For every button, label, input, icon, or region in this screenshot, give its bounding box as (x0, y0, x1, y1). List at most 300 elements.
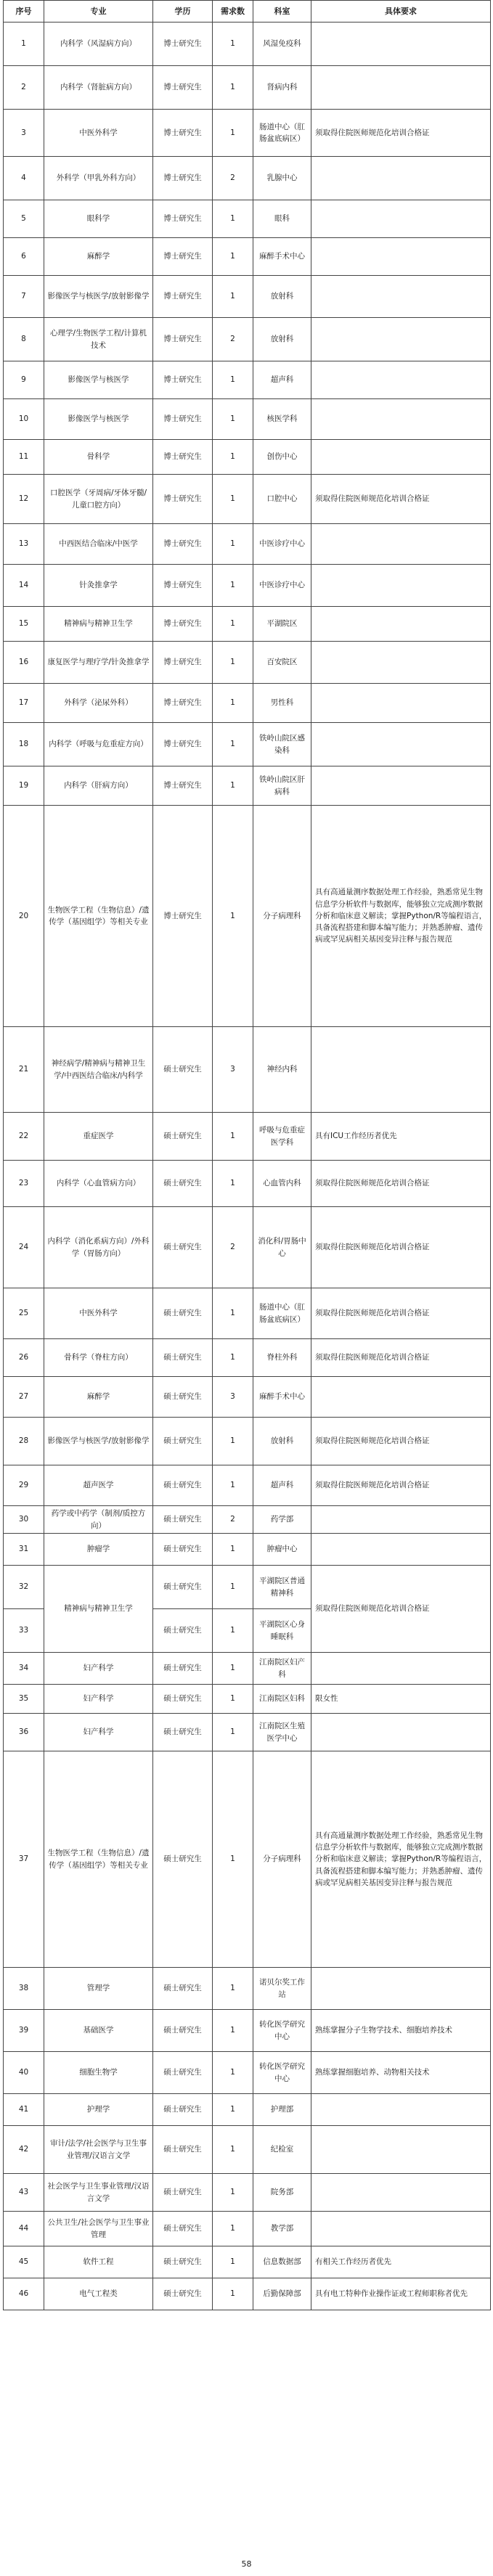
table-row (4, 766, 491, 806)
cell-education: 博士研究生 (153, 361, 213, 399)
cell-major: 管理学 (44, 1968, 153, 2010)
cell-major: 审计/法学/社会医学与卫生事业管理/汉语言文学 (44, 2126, 153, 2174)
cell-department: 放射科 (253, 1418, 311, 1465)
cell-major: 内科学（肝病方向） (44, 766, 153, 806)
cell-no: 31 (4, 1534, 44, 1566)
cell-department: 教学部 (253, 2212, 311, 2246)
cell-count: 1 (213, 766, 253, 806)
table-row (4, 2094, 491, 2126)
cell-education: 硕士研究生 (153, 1207, 213, 1288)
cell-requirements: 须取得住院医师规范化培训合格证 (311, 1566, 491, 1653)
cell-department: 江南院区生殖医学中心 (253, 1714, 311, 1751)
cell-education: 博士研究生 (153, 475, 213, 524)
cell-education: 硕士研究生 (153, 1609, 213, 1653)
cell-department: 消化科/胃肠中心 (253, 1207, 311, 1288)
cell-department: 转化医学研究中心 (253, 2010, 311, 2052)
cell-education: 博士研究生 (153, 276, 213, 318)
cell-major: 神经病学/精神病与精神卫生学/中西医结合临床/内科学 (44, 1027, 153, 1113)
cell-department: 麻醉手术中心 (253, 1377, 311, 1418)
table-row (4, 806, 491, 1027)
cell-education: 硕士研究生 (153, 2052, 213, 2094)
cell-major: 外科学（泌尿外科） (44, 684, 153, 723)
cell-department: 后勤保障部 (253, 2278, 311, 2310)
cell-requirements (311, 238, 491, 276)
cell-no: 4 (4, 157, 44, 200)
cell-count: 1 (213, 2126, 253, 2174)
cell-requirements (311, 1506, 491, 1534)
table-row (4, 1751, 491, 1968)
table-row (4, 2174, 491, 2212)
cell-no: 21 (4, 1027, 44, 1113)
cell-requirements: 熟练掌握分子生物学技术、细胞培养技术 (311, 2010, 491, 2052)
cell-education: 硕士研究生 (153, 1751, 213, 1968)
cell-major: 精神病与精神卫生学 (44, 1566, 153, 1653)
page-number: 58 (241, 2559, 252, 2569)
cell-requirements (311, 440, 491, 475)
cell-department: 护理部 (253, 2094, 311, 2126)
cell-count: 1 (213, 1288, 253, 1339)
cell-major: 心理学/生物医学工程/计算机技术 (44, 318, 153, 361)
table-row (4, 157, 491, 200)
table-row (4, 318, 491, 361)
cell-count: 1 (213, 2212, 253, 2246)
cell-department: 肠道中心（肛肠盆底病区） (253, 110, 311, 157)
table-row (4, 684, 491, 723)
cell-requirements (311, 1653, 491, 1685)
cell-no: 17 (4, 684, 44, 723)
cell-requirements (311, 1377, 491, 1418)
cell-department: 放射科 (253, 276, 311, 318)
cell-department: 肿瘤中心 (253, 1534, 311, 1566)
cell-no: 33 (4, 1609, 44, 1653)
cell-requirements (311, 318, 491, 361)
cell-count: 1 (213, 440, 253, 475)
table-body (4, 23, 491, 2310)
cell-major: 基础医学 (44, 2010, 153, 2052)
cell-count: 2 (213, 318, 253, 361)
cell-department: 口腔中心 (253, 475, 311, 524)
cell-no: 42 (4, 2126, 44, 2174)
cell-major: 超声医学 (44, 1465, 153, 1506)
cell-major: 精神病与精神卫生学 (44, 607, 153, 642)
cell-no: 25 (4, 1288, 44, 1339)
cell-department: 放射科 (253, 318, 311, 361)
cell-education: 硕士研究生 (153, 1339, 213, 1377)
cell-requirements: 须取得住院医师规范化培训合格证 (311, 1465, 491, 1506)
cell-no: 39 (4, 2010, 44, 2052)
cell-major: 生物医学工程（生物信息）/遗传学（基因组学）等相关专业 (44, 806, 153, 1027)
table-row (4, 2126, 491, 2174)
cell-no: 30 (4, 1506, 44, 1534)
cell-education: 硕士研究生 (153, 1377, 213, 1418)
table-row (4, 1113, 491, 1161)
cell-major: 口腔医学（牙周病/牙体牙髓/儿童口腔方向） (44, 475, 153, 524)
cell-no: 7 (4, 276, 44, 318)
cell-no: 45 (4, 2246, 44, 2278)
cell-department: 平湖院区 (253, 607, 311, 642)
cell-department: 脊柱外科 (253, 1339, 311, 1377)
cell-count: 1 (213, 2174, 253, 2212)
cell-no: 26 (4, 1339, 44, 1377)
cell-requirements: 限女性 (311, 1685, 491, 1714)
table-row (4, 565, 491, 607)
cell-major: 麻醉学 (44, 1377, 153, 1418)
table-row (4, 1027, 491, 1113)
cell-major: 妇产科学 (44, 1714, 153, 1751)
cell-major: 社会医学与卫生事业管理/汉语言文学 (44, 2174, 153, 2212)
cell-count: 1 (213, 1418, 253, 1465)
cell-education: 硕士研究生 (153, 1027, 213, 1113)
header-major: 专业 (44, 1, 153, 23)
cell-requirements (311, 66, 491, 110)
header-no: 序号 (4, 1, 44, 23)
cell-education: 硕士研究生 (153, 2126, 213, 2174)
cell-no: 10 (4, 399, 44, 440)
cell-education: 博士研究生 (153, 806, 213, 1027)
table-row (4, 1161, 491, 1207)
cell-requirements (311, 157, 491, 200)
cell-education: 博士研究生 (153, 110, 213, 157)
cell-no: 12 (4, 475, 44, 524)
cell-no: 20 (4, 806, 44, 1027)
cell-education: 博士研究生 (153, 200, 213, 238)
cell-education: 硕士研究生 (153, 2246, 213, 2278)
table-row (4, 399, 491, 440)
cell-education: 博士研究生 (153, 238, 213, 276)
cell-count: 1 (213, 607, 253, 642)
cell-major: 药学或中药学（制剂/质控方向） (44, 1506, 153, 1534)
cell-education: 硕士研究生 (153, 1506, 213, 1534)
cell-count: 2 (213, 157, 253, 200)
cell-count: 1 (213, 1161, 253, 1207)
cell-requirements (311, 565, 491, 607)
cell-education: 硕士研究生 (153, 1288, 213, 1339)
cell-major: 影像医学与核医学 (44, 361, 153, 399)
table-row (4, 2246, 491, 2278)
table-row (4, 2278, 491, 2310)
cell-major: 中医外科学 (44, 1288, 153, 1339)
cell-department: 心血管内科 (253, 1161, 311, 1207)
cell-department: 男性科 (253, 684, 311, 723)
cell-education: 博士研究生 (153, 23, 213, 66)
cell-no: 28 (4, 1418, 44, 1465)
cell-education: 硕士研究生 (153, 1685, 213, 1714)
cell-count: 1 (213, 1339, 253, 1377)
cell-count: 1 (213, 399, 253, 440)
cell-requirements: 须取得住院医师规范化培训合格证 (311, 110, 491, 157)
cell-education: 博士研究生 (153, 565, 213, 607)
cell-requirements: 具有高通量测序数据处理工作经验，熟悉常见生物信息学分析软件与数据库，能够独立完成测序数据分析和临床意义解读；掌握Python/R等编程语言，具备流程搭建和脚本编写能力；并熟悉肿瘤、遗传病或罕见病相关基因变异注释与报告规范 (311, 806, 491, 1027)
cell-count: 1 (213, 276, 253, 318)
cell-count: 1 (213, 1751, 253, 1968)
cell-requirements: 须取得住院医师规范化培训合格证 (311, 475, 491, 524)
cell-no: 36 (4, 1714, 44, 1751)
cell-department: 转化医学研究中心 (253, 2052, 311, 2094)
header-education: 学历 (153, 1, 213, 23)
cell-education: 硕士研究生 (153, 1113, 213, 1161)
table-row (4, 110, 491, 157)
cell-major: 内科学（肾脏病方向） (44, 66, 153, 110)
cell-major: 肿瘤学 (44, 1534, 153, 1566)
cell-count: 1 (213, 1534, 253, 1566)
cell-department: 中医诊疗中心 (253, 565, 311, 607)
cell-education: 硕士研究生 (153, 2174, 213, 2212)
cell-no: 27 (4, 1377, 44, 1418)
cell-education: 博士研究生 (153, 524, 213, 565)
cell-major: 麻醉学 (44, 238, 153, 276)
cell-count: 2 (213, 1506, 253, 1534)
cell-major: 影像医学与核医学 (44, 399, 153, 440)
cell-count: 1 (213, 110, 253, 157)
cell-major: 骨科学（脊柱方向） (44, 1339, 153, 1377)
cell-education: 硕士研究生 (153, 2212, 213, 2246)
cell-no: 16 (4, 642, 44, 684)
cell-education: 硕士研究生 (153, 1161, 213, 1207)
cell-department: 江南院区妇产科 (253, 1653, 311, 1685)
cell-requirements (311, 2094, 491, 2126)
cell-department: 麻醉手术中心 (253, 238, 311, 276)
table-row (4, 1207, 491, 1288)
cell-requirements (311, 2126, 491, 2174)
cell-department: 江南院区妇科 (253, 1685, 311, 1714)
cell-no: 38 (4, 1968, 44, 2010)
cell-count: 1 (213, 1968, 253, 2010)
table-row (4, 1288, 491, 1339)
cell-education: 博士研究生 (153, 399, 213, 440)
cell-department: 平湖院区普通精神科 (253, 1566, 311, 1609)
table-row (4, 1714, 491, 1751)
cell-no: 22 (4, 1113, 44, 1161)
cell-count: 1 (213, 723, 253, 766)
cell-requirements: 有相关工作经历者优先 (311, 2246, 491, 2278)
cell-count: 1 (213, 1653, 253, 1685)
cell-major: 重症医学 (44, 1113, 153, 1161)
table-row (4, 440, 491, 475)
cell-count: 1 (213, 2246, 253, 2278)
cell-no: 32 (4, 1566, 44, 1609)
cell-count: 1 (213, 1566, 253, 1609)
cell-major: 康复医学与理疗学/针灸推拿学 (44, 642, 153, 684)
cell-major: 妇产科学 (44, 1653, 153, 1685)
cell-department: 诺贝尔奖工作站 (253, 1968, 311, 2010)
cell-education: 博士研究生 (153, 440, 213, 475)
cell-no: 5 (4, 200, 44, 238)
cell-education: 博士研究生 (153, 607, 213, 642)
cell-count: 1 (213, 2278, 253, 2310)
cell-department: 乳腺中心 (253, 157, 311, 200)
cell-requirements: 须取得住院医师规范化培训合格证 (311, 1288, 491, 1339)
table-row (4, 723, 491, 766)
cell-no: 24 (4, 1207, 44, 1288)
cell-count: 1 (213, 2094, 253, 2126)
cell-education: 博士研究生 (153, 157, 213, 200)
cell-count: 1 (213, 1685, 253, 1714)
recruitment-table (3, 0, 491, 2310)
cell-requirements: 须取得住院医师规范化培训合格证 (311, 1418, 491, 1465)
table-row (4, 1339, 491, 1377)
cell-no: 35 (4, 1685, 44, 1714)
cell-department: 铁岭山院区肝病科 (253, 766, 311, 806)
cell-count: 1 (213, 524, 253, 565)
cell-no: 2 (4, 66, 44, 110)
cell-requirements: 熟练掌握细胞培养、动物相关技术 (311, 2052, 491, 2094)
cell-major: 中西医结合临床/中医学 (44, 524, 153, 565)
cell-requirements (311, 684, 491, 723)
cell-requirements: 须取得住院医师规范化培训合格证 (311, 1207, 491, 1288)
cell-education: 博士研究生 (153, 318, 213, 361)
cell-requirements (311, 200, 491, 238)
cell-education: 博士研究生 (153, 642, 213, 684)
cell-requirements (311, 2174, 491, 2212)
cell-requirements: 具有ICU工作经历者优先 (311, 1113, 491, 1161)
cell-no: 19 (4, 766, 44, 806)
cell-major: 针灸推拿学 (44, 565, 153, 607)
cell-no: 15 (4, 607, 44, 642)
cell-no: 18 (4, 723, 44, 766)
cell-education: 博士研究生 (153, 766, 213, 806)
cell-no: 43 (4, 2174, 44, 2212)
cell-education: 硕士研究生 (153, 1534, 213, 1566)
cell-department: 药学部 (253, 1506, 311, 1534)
cell-requirements: 须取得住院医师规范化培训合格证 (311, 1339, 491, 1377)
cell-count: 1 (213, 806, 253, 1027)
cell-count: 1 (213, 1465, 253, 1506)
cell-count: 1 (213, 684, 253, 723)
cell-department: 铁岭山院区感染科 (253, 723, 311, 766)
cell-department: 百安院区 (253, 642, 311, 684)
cell-department: 呼吸与危重症医学科 (253, 1113, 311, 1161)
table-row (4, 607, 491, 642)
cell-department: 肠道中心（肛肠盆底病区） (253, 1288, 311, 1339)
cell-department: 风湿免疫科 (253, 23, 311, 66)
cell-major: 细胞生物学 (44, 2052, 153, 2094)
cell-count: 1 (213, 642, 253, 684)
cell-education: 博士研究生 (153, 684, 213, 723)
cell-major: 生物医学工程（生物信息）/遗传学（基因组学）等相关专业 (44, 1751, 153, 1968)
cell-no: 9 (4, 361, 44, 399)
cell-requirements (311, 361, 491, 399)
cell-education: 硕士研究生 (153, 2010, 213, 2052)
cell-requirements (311, 399, 491, 440)
cell-no: 13 (4, 524, 44, 565)
cell-major: 内科学（心血管病方向） (44, 1161, 153, 1207)
cell-no: 40 (4, 2052, 44, 2094)
cell-education: 硕士研究生 (153, 1418, 213, 1465)
cell-no: 23 (4, 1161, 44, 1207)
cell-major: 内科学（风湿病方向） (44, 23, 153, 66)
header-count: 需求数 (213, 1, 253, 23)
cell-requirements (311, 1534, 491, 1566)
cell-no: 3 (4, 110, 44, 157)
cell-department: 分子病理科 (253, 1751, 311, 1968)
cell-no: 44 (4, 2212, 44, 2246)
cell-major: 妇产科学 (44, 1685, 153, 1714)
table-row (4, 23, 491, 66)
cell-requirements (311, 2212, 491, 2246)
cell-requirements: 具有电工特种作业操作证或工程师职称者优先 (311, 2278, 491, 2310)
cell-department: 信息数据部 (253, 2246, 311, 2278)
table-row (4, 2212, 491, 2246)
cell-requirements (311, 607, 491, 642)
cell-no: 41 (4, 2094, 44, 2126)
table-row (4, 1465, 491, 1506)
cell-no: 1 (4, 23, 44, 66)
cell-major: 软件工程 (44, 2246, 153, 2278)
cell-requirements (311, 1027, 491, 1113)
cell-education: 博士研究生 (153, 723, 213, 766)
table-row (4, 1534, 491, 1566)
table-row (4, 642, 491, 684)
cell-department: 平湖院区心身睡眠科 (253, 1609, 311, 1653)
cell-count: 1 (213, 475, 253, 524)
table-header-row (4, 1, 491, 23)
cell-count: 1 (213, 66, 253, 110)
cell-requirements (311, 524, 491, 565)
cell-major: 骨科学 (44, 440, 153, 475)
cell-department: 超声科 (253, 361, 311, 399)
cell-major: 电气工程类 (44, 2278, 153, 2310)
cell-department: 中医诊疗中心 (253, 524, 311, 565)
cell-education: 硕士研究生 (153, 2278, 213, 2310)
cell-count: 1 (213, 200, 253, 238)
table-row (4, 1377, 491, 1418)
cell-no: 6 (4, 238, 44, 276)
cell-requirements (311, 1714, 491, 1751)
cell-education: 硕士研究生 (153, 1968, 213, 2010)
cell-education: 博士研究生 (153, 66, 213, 110)
cell-count: 1 (213, 565, 253, 607)
cell-major: 眼科学 (44, 200, 153, 238)
cell-education: 硕士研究生 (153, 1566, 213, 1609)
cell-major: 护理学 (44, 2094, 153, 2126)
table-row (4, 238, 491, 276)
cell-department: 眼科 (253, 200, 311, 238)
cell-no: 29 (4, 1465, 44, 1506)
cell-requirements (311, 642, 491, 684)
cell-count: 1 (213, 23, 253, 66)
table-row (4, 1653, 491, 1685)
cell-education: 硕士研究生 (153, 2094, 213, 2126)
table-row (4, 200, 491, 238)
cell-no: 8 (4, 318, 44, 361)
table-row (4, 361, 491, 399)
cell-count: 2 (213, 1207, 253, 1288)
table-row (4, 276, 491, 318)
table-row (4, 1506, 491, 1534)
cell-department: 神经内科 (253, 1027, 311, 1113)
cell-department: 分子病理科 (253, 806, 311, 1027)
cell-requirements (311, 276, 491, 318)
cell-major: 内科学（呼吸与危重症方向） (44, 723, 153, 766)
table-row (4, 2052, 491, 2094)
cell-count: 1 (213, 238, 253, 276)
table-row (4, 475, 491, 524)
table-row (4, 1685, 491, 1714)
table-row (4, 1566, 491, 1609)
table-row (4, 524, 491, 565)
cell-education: 硕士研究生 (153, 1465, 213, 1506)
cell-count: 1 (213, 361, 253, 399)
cell-count: 1 (213, 1609, 253, 1653)
cell-count: 3 (213, 1027, 253, 1113)
cell-no: 11 (4, 440, 44, 475)
cell-major: 影像医学与核医学/放射影像学 (44, 276, 153, 318)
cell-major: 外科学（甲乳外科方向） (44, 157, 153, 200)
cell-count: 1 (213, 2010, 253, 2052)
cell-count: 1 (213, 1113, 253, 1161)
cell-major: 公共卫生/社会医学与卫生事业管理 (44, 2212, 153, 2246)
cell-major: 内科学（消化系病方向）/外科学（胃肠方向） (44, 1207, 153, 1288)
